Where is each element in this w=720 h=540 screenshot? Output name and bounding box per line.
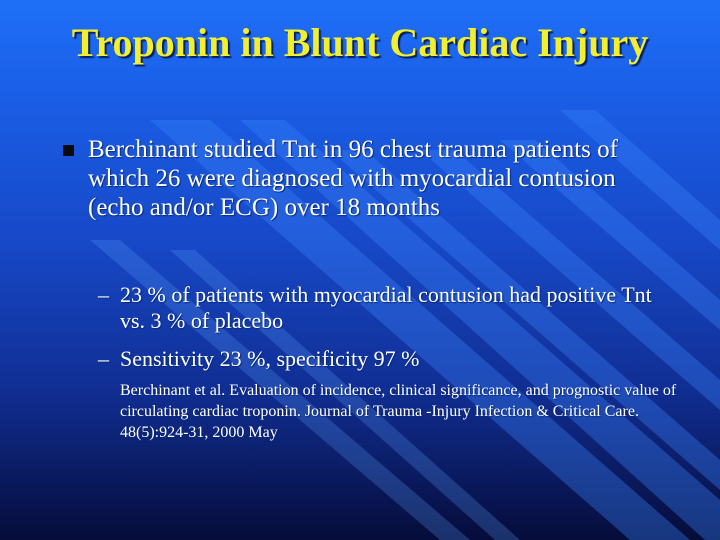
citation-text: Berchinant et al. Evaluation of incidence, clinical significance, and prognostic value of circulating cardiac troponin. Journal of Trauma -Injury Infection & Critical Care. 48(5):924-31, 2000 May (120, 382, 677, 441)
sub-bullet-1 (98, 282, 678, 334)
slide-title: Troponin in Blunt Cardiac Injury (71, 20, 649, 65)
bullet-square-icon (63, 145, 74, 156)
dash-marker: – (98, 346, 109, 371)
main-bullet-text: Berchinant studied Tnt in 96 chest trauma patients of which 26 were diagnosed with myocardial contusion (echo and/or ECG) over 18 months (88, 136, 618, 221)
sub-bullet-2 (98, 346, 678, 372)
sub-bullet-text: 23 % of patients with myocardial contusion had positive Tnt vs. 3 % of placebo (120, 282, 652, 333)
sub-bullet-text: Sensitivity 23 %, specificity 97 % (120, 346, 420, 371)
dash-marker: – (98, 282, 109, 307)
